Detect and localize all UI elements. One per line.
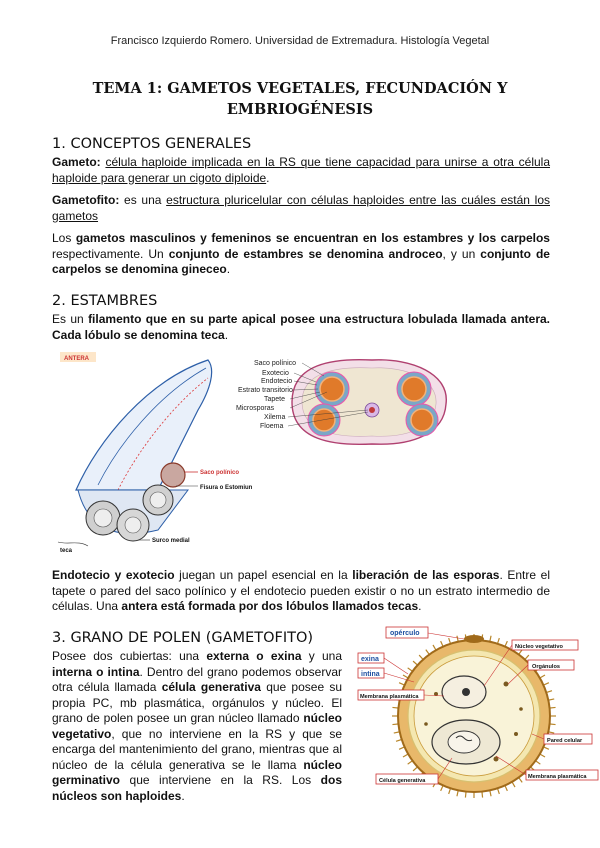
gameto-definition: Gameto: célula haploide implicada en la RS que tiene capacidad para unirse a otra célula haploide para generar un cigoto diploide. bbox=[52, 155, 550, 185]
text: respectivamente. Un bbox=[52, 246, 164, 261]
gameto-term: Gameto: bbox=[52, 155, 101, 169]
lobe-inner bbox=[94, 509, 112, 527]
teca-label: teca bbox=[60, 548, 73, 554]
operculum bbox=[464, 635, 484, 643]
pollen-sac bbox=[308, 404, 340, 436]
nucleo-veg-label: Núcleo vegetativo bbox=[515, 644, 563, 650]
pollen-grain-diagram bbox=[356, 624, 600, 800]
intina-label: intina bbox=[361, 671, 380, 678]
sec2-paragraph-2 bbox=[52, 568, 550, 615]
lobe-inner bbox=[150, 492, 166, 508]
bold-text: dos núcleos son haploides bbox=[52, 773, 343, 803]
gametofito-def: estructura pluricelular con células haploides entre las cuáles están los gametos bbox=[52, 193, 550, 223]
text: . Entre el tapete o pared del saco polínico y el endotecio pueden existir o no un estrato intermedio de células. Una bbox=[52, 568, 550, 613]
text: . Dentro del grano podemos observar otra célula llamada bbox=[52, 664, 342, 694]
saco-label: Saco polínico bbox=[200, 470, 240, 476]
bold-text: conjunto de estambres se denomina androceo bbox=[168, 246, 443, 261]
cs-label: Tapete bbox=[264, 396, 286, 403]
cs-label: Estrato transitorio bbox=[238, 387, 293, 394]
cel-gen-label: Célula generativa bbox=[379, 778, 426, 784]
pollen-sac bbox=[397, 372, 431, 406]
sec2-paragraph-1 bbox=[52, 312, 550, 343]
pollen-sac bbox=[315, 372, 349, 406]
nucleolus bbox=[462, 688, 470, 696]
section-2-heading: 2. ESTAMBRES bbox=[52, 293, 158, 309]
pollen-sac bbox=[406, 404, 438, 436]
text: . bbox=[418, 599, 422, 613]
cs-label: Saco polínico bbox=[254, 360, 297, 367]
bold-text: núcleo vegetativo bbox=[52, 711, 342, 741]
text: . bbox=[224, 327, 229, 342]
bold-text: antera está formada por dos lóbulos llamados tecas bbox=[121, 599, 419, 613]
text: . bbox=[181, 788, 185, 803]
gametofito-definition bbox=[52, 193, 550, 224]
cs-label: Exotecio bbox=[262, 370, 289, 377]
cs-label: Microsporas bbox=[236, 405, 275, 412]
section-1-heading: 1. CONCEPTOS GENERALES bbox=[52, 136, 252, 152]
gametofito-pre: es una bbox=[124, 193, 162, 207]
bold-text: gametos masculinos y femeninos se encuentran en los estambres y los carpelos bbox=[75, 231, 550, 245]
membrana-label-2: Membrana plasmática bbox=[528, 774, 587, 780]
fisura-label: Fisura o Estomiun bbox=[200, 485, 253, 491]
page-title bbox=[60, 78, 540, 120]
text: y una bbox=[308, 649, 342, 663]
organulos-label: Orgánulos bbox=[532, 664, 560, 670]
membrana-label-1: Membrana plasmática bbox=[360, 694, 419, 700]
bold-text: conjunto de carpelos se denomina gineceo bbox=[52, 246, 550, 276]
bold-text: interna o intina bbox=[52, 664, 140, 679]
text: que posee su propia PC, mb plasmática, orgánulos y núcleo. El grano de polen posee un gran núcleo llamado bbox=[52, 680, 342, 725]
text: que interviene en la RS. Los bbox=[129, 773, 312, 787]
page-header: Francisco Izquierdo Romero. Universidad de Extremadura. Histología Vegetal bbox=[110, 35, 490, 47]
pared-label: Pared celular bbox=[547, 738, 583, 744]
exina-label: exina bbox=[361, 656, 379, 663]
text: Es un bbox=[52, 312, 84, 326]
bold-text: núcleo germinativo bbox=[52, 757, 342, 787]
cs-label: Endotecio bbox=[261, 378, 293, 385]
surco-label: Surco medial bbox=[152, 538, 190, 544]
bold-text: célula generativa bbox=[161, 680, 261, 694]
text: . bbox=[226, 262, 231, 276]
title-line-2: EMBRIOGÉNESIS bbox=[226, 101, 374, 118]
title-line-1: TEMA 1: GAMETOS VEGETALES, FECUNDACIÓN Y bbox=[92, 80, 508, 97]
section-3-heading: 3. GRANO DE POLEN (GAMETOFITO) bbox=[52, 630, 314, 646]
lobe-4 bbox=[161, 463, 185, 487]
operculo-label: opérculo bbox=[390, 630, 420, 637]
anther-diagram bbox=[58, 350, 253, 555]
text: , y un bbox=[442, 246, 476, 261]
cs-label: Xilema bbox=[264, 414, 286, 421]
antera-tag: ANTERA bbox=[64, 356, 89, 362]
gameto-def: célula haploide implicada en la RS que tiene capacidad para unirse a otra célula haploide para generar un cigoto diploide bbox=[52, 155, 550, 185]
text: juegan un papel esencial en la bbox=[179, 568, 348, 582]
bold-text: liberación de las esporas bbox=[352, 568, 500, 582]
bold-text: Endotecio y exotecio bbox=[52, 568, 175, 582]
anther-cross-section bbox=[232, 354, 454, 450]
text: , que no interviene en la RS y que se encarga del mantenimiento del grano, mientras que al núcleo de la célula generativa se le llama bbox=[52, 726, 342, 772]
text: Los bbox=[52, 231, 72, 245]
sec3-paragraph bbox=[52, 649, 342, 804]
sec1-paragraph-3 bbox=[52, 231, 550, 278]
bold-text: externa o exina bbox=[206, 649, 302, 663]
lobe-inner bbox=[125, 517, 141, 533]
bold-text: filamento que en su parte apical posee una estructura lobulada llamada antera. Cada lóbulo se denomina teca bbox=[52, 312, 551, 342]
cs-label: Floema bbox=[260, 423, 284, 430]
text: Posee dos cubiertas: una bbox=[52, 649, 200, 663]
gametofito-term: Gametofito: bbox=[52, 193, 120, 207]
generative-nucleus bbox=[448, 731, 480, 753]
